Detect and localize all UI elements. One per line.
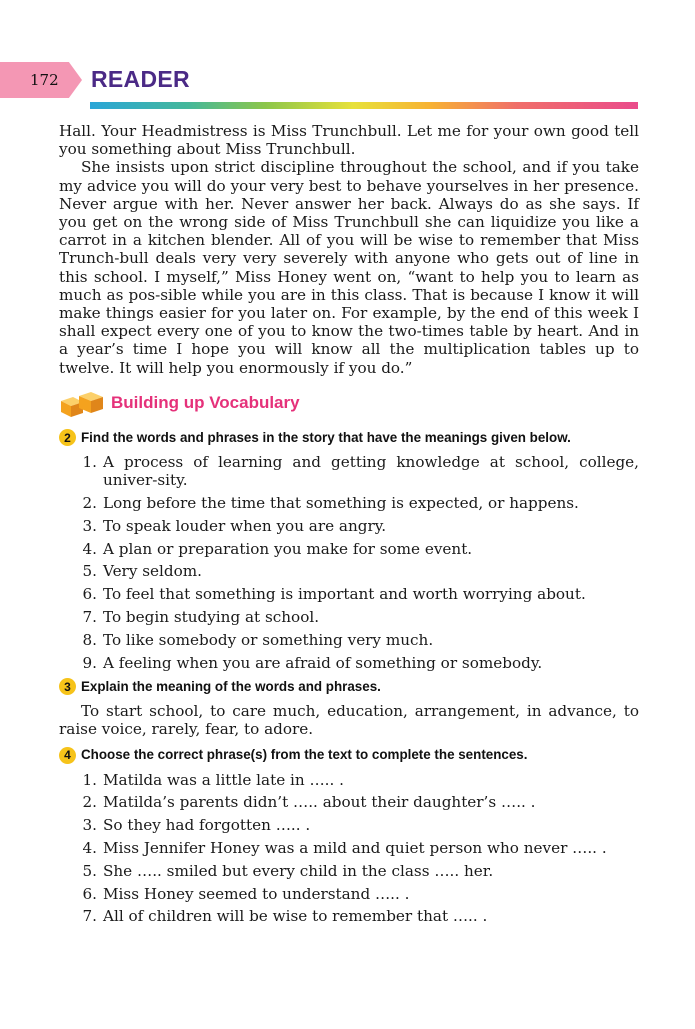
list-item: [59, 517, 639, 535]
item-text: Miss Honey seemed to understand ….. .: [103, 884, 410, 903]
item-number: 4.: [82, 539, 97, 558]
item-text: To begin studying at school.: [103, 608, 320, 627]
item-number: 9.: [82, 653, 97, 672]
item-text: A plan or preparation you make for some event.: [103, 539, 473, 558]
list-item: [59, 771, 639, 789]
exercise-2-heading: [59, 429, 639, 447]
list-item: [59, 540, 639, 558]
vocabulary-section-header: [59, 389, 639, 419]
item-number: 5.: [82, 562, 97, 581]
page-title: READER: [91, 66, 190, 92]
exercise-2-instruction: Find the words and phrases in the story that have the meanings given below.: [81, 429, 571, 445]
item-number: 2.: [82, 494, 97, 513]
list-item: [59, 793, 639, 811]
item-number: 1.: [82, 770, 97, 789]
list-item: [59, 654, 639, 672]
item-number: 6.: [82, 884, 97, 903]
list-item: [59, 862, 639, 880]
exercise-4-heading: [59, 746, 639, 764]
page-number: 172: [30, 71, 59, 89]
item-number: 8.: [82, 630, 97, 649]
item-text: To like somebody or something very much.: [103, 630, 434, 649]
list-item: [59, 494, 639, 512]
item-number: 6.: [82, 585, 97, 604]
item-text: A feeling when you are afraid of something or somebody.: [103, 653, 543, 672]
list-item: [59, 608, 639, 626]
list-item: [59, 907, 639, 925]
list-item: [59, 631, 639, 649]
list-item: [59, 816, 639, 834]
rainbow-divider: [90, 102, 638, 109]
list-item: [59, 885, 639, 903]
list-item: [59, 839, 639, 857]
item-text: Very seldom.: [103, 562, 202, 581]
item-text: Miss Jennifer Honey was a mild and quiet person who never ….. .: [103, 839, 607, 858]
exercise-number-badge: 4: [59, 747, 76, 764]
exercise-4-instruction: Choose the correct phrase(s) from the text to complete the sentences.: [81, 747, 528, 763]
item-number: 3.: [82, 516, 97, 535]
list-item: [59, 453, 639, 489]
item-text: Matilda’s parents didn’t ….. about their daughter’s ….. .: [103, 793, 536, 812]
item-number: 2.: [82, 793, 97, 812]
list-item: [59, 585, 639, 603]
vocabulary-section-title: Building up Vocabulary: [111, 392, 300, 412]
item-text: She ….. smiled but every child in the class ….. her.: [103, 861, 494, 880]
story-paragraph-2: She insists upon strict discipline throughout the school, and if you take my advice you will do your very best to behave yourselves in her presence. Never argue with her. Never answer her back. Always do as she says. If you get on the wrong side of Miss Trunchbull she can liquidize you like a carrot in a kitchen blender. All of you will be wise to remember that Miss Trunch-bull deals very very severely with anyone who gets out of line in this school. I myself,” Miss Honey went on, “want to help you to learn as much as pos-sible while you are in this class. That is because I know it will make things easier for you later on. For example, by the end of this week I shall expect every one of you to know the two-times table by heart. And in a year’s time I hope you will know all the multiplication tables up to twelve. It will help you enormously if you do.”: [59, 158, 639, 377]
item-text: Long before the time that something is expected, or happens.: [103, 494, 579, 513]
item-text: Matilda was a little late in ….. .: [103, 770, 344, 789]
exercise-3-heading: [59, 678, 639, 696]
item-number: 4.: [82, 839, 97, 858]
item-number: 3.: [82, 816, 97, 835]
item-text: All of children will be wise to remember that ….. .: [103, 907, 488, 926]
item-text: To speak louder when you are angry.: [103, 516, 387, 535]
exercise-2-list: [59, 453, 639, 672]
exercise-4-list: [59, 771, 639, 926]
exercise-number-badge: 2: [59, 429, 76, 446]
exercise-3-instruction: Explain the meaning of the words and phrases.: [81, 678, 381, 694]
item-text: To feel that something is important and worth worrying about.: [103, 585, 586, 604]
item-number: 5.: [82, 861, 97, 880]
cubes-icon: [59, 389, 107, 419]
page-content: [59, 122, 639, 932]
item-text: So they had forgotten ….. .: [103, 816, 311, 835]
item-number: 7.: [82, 907, 97, 926]
item-number: 7.: [82, 608, 97, 627]
exercise-3-text: To start school, to care much, education, arrangement, in advance, to raise voice, rarely, fear, to adore.: [59, 702, 639, 739]
exercise-number-badge: 3: [59, 678, 76, 695]
story-paragraph-1: Hall. Your Headmistress is Miss Trunchbull. Let me for your own good tell you something about Miss Trunchbull.: [59, 122, 639, 159]
item-number: 1.: [82, 453, 97, 472]
list-item: [59, 562, 639, 580]
item-text: A process of learning and getting knowledge at school, college, univer-sity.: [103, 453, 639, 490]
